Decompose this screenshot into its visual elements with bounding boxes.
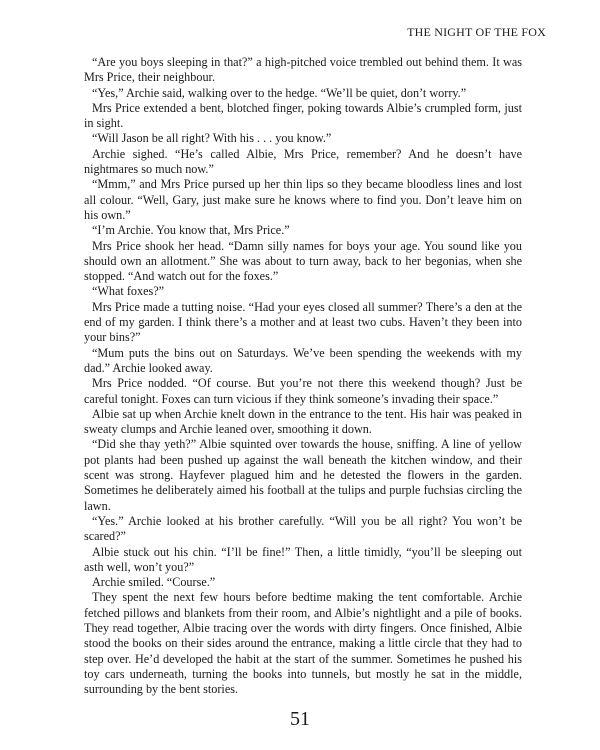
paragraph: Mrs Price nodded. “Of course. But you’re not there this weekend though? Just be careful tonight. Foxes can turn vicious if they think someone’s invading their space.” bbox=[84, 376, 522, 406]
paragraph: Albie sat up when Archie knelt down in the entrance to the tent. His hair was peaked in sweaty clumps and Archie leaned over, smoothing it down. bbox=[84, 406, 522, 437]
paragraph: “Mmm,” and Mrs Price pursed up her thin lips so they became bloodless lines and lost all colour. “Well, Gary, just make sure he knows where to find you. Don’t leave him on his own.” bbox=[84, 177, 522, 222]
running-title: THE NIGHT OF THE FOX bbox=[407, 25, 546, 39]
paragraph: Mrs Price extended a bent, blotched finger, poking towards Albie’s crumpled form, just in sight. bbox=[84, 100, 522, 131]
paragraph: Albie stuck out his chin. “I’ll be fine!” Then, a little timidly, “you’ll be sleeping out asth well, won’t you?” bbox=[84, 544, 522, 574]
body-text bbox=[84, 55, 522, 697]
paragraph: “Mum puts the bins out on Saturdays. We’ve been spending the weekends with my dad.” Archie looked away. bbox=[84, 345, 522, 375]
paragraph: “Yes,” Archie said, walking over to the hedge. “We’ll be quiet, don’t worry.” bbox=[92, 85, 467, 100]
paragraph: “Did she thay yeth?” Albie squinted over towards the house, sniffing. A line of yellow pot plants had been pushed up against the wall beneath the kitchen window, and their scent was strong. Hayfever plagued him and he detested the flowers in the garden. Sometimes he deliberately aimed his football at the tulips and purple fuchsias circling the lawn. bbox=[84, 437, 522, 513]
paragraph: Mrs Price shook her head. “Damn silly names for boys your age. You sound like you should own an allotment.” She was about to turn away, back to her begonias, when she stopped. “And watch out for the foxes.” bbox=[84, 238, 522, 284]
paragraph: Archie smiled. “Course.” bbox=[92, 575, 216, 590]
paragraph: “What foxes?” bbox=[92, 284, 165, 299]
page-number: 51 bbox=[290, 708, 310, 730]
paragraph: Archie sighed. “He’s called Albie, Mrs Price, remember? And he doesn’t have nightmares so much now.” bbox=[84, 146, 522, 177]
paragraph: “Yes.” Archie looked at his brother carefully. “Will you be all right? You won’t be scared?” bbox=[84, 513, 522, 544]
paragraph: “I’m Archie. You know that, Mrs Price.” bbox=[92, 223, 290, 238]
paragraph: “Will Jason be all right? With his . . . you know.” bbox=[92, 131, 332, 146]
paragraph: “Are you boys sleeping in that?” a high-pitched voice trembled out behind them. It was Mrs Price, their neighbour. bbox=[84, 55, 522, 85]
paragraph: Mrs Price made a tutting noise. “Had your eyes closed all summer? There’s a den at the end of my garden. I think there’s a mother and at least two cubs. Haven’t they been into your bins?” bbox=[84, 299, 522, 345]
paragraph: They spent the next few hours before bedtime making the tent comfortable. Archie fetched pillows and blankets from their room, and Albie’s nightlight and a pile of books. They read together, Albie tracing over the words with dirty fingers. Once finished, Albie stood the books on their sides around the entrance, making a little circle that they had to step over. He’d developed the habit at the start of the summer. Sometimes he pushed his toy cars underneath, turning the books into tunnels, but mostly he sat in the middle, surrounding by the bent stories. bbox=[84, 590, 522, 697]
